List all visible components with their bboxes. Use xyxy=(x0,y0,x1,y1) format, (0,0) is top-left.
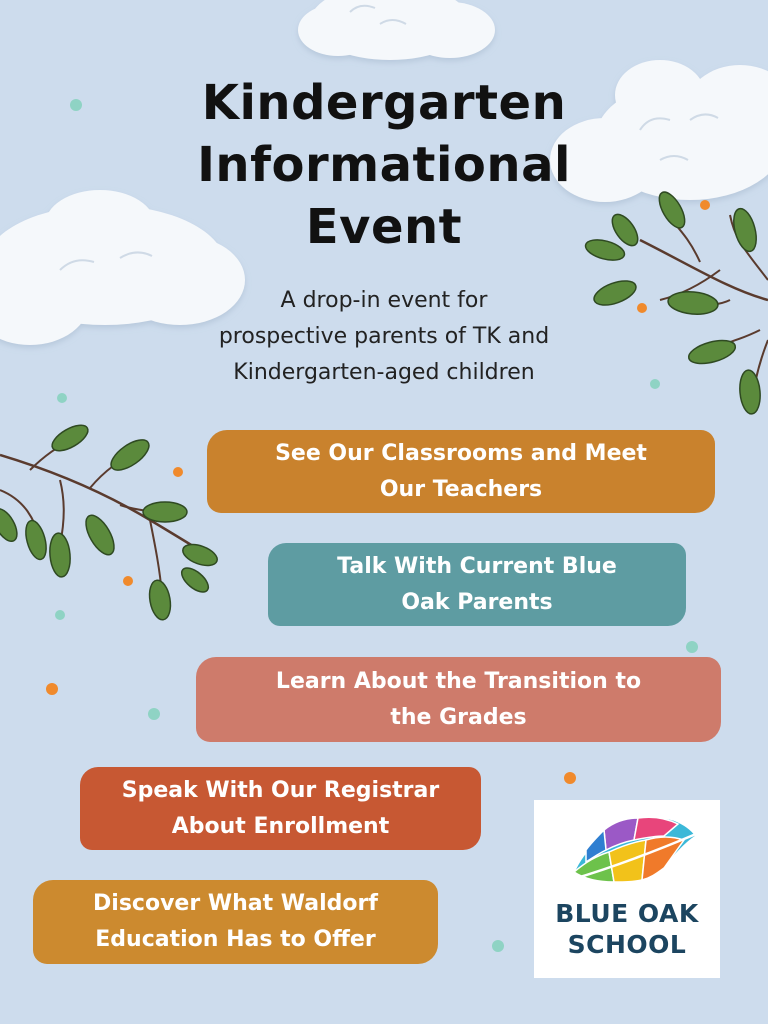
highlight-classrooms xyxy=(207,430,715,513)
poster-title xyxy=(84,72,684,258)
highlight-line: Talk With Current Blue xyxy=(337,553,617,579)
highlight-transition xyxy=(196,657,721,742)
school-name-line-2: SCHOOL xyxy=(567,930,687,959)
title-line-1: Kindergarten xyxy=(201,75,567,131)
highlight-waldorf xyxy=(33,880,438,964)
subtitle-line-2: prospective parents of TK and xyxy=(218,324,550,349)
highlight-line: See Our Classrooms and Meet xyxy=(275,440,647,466)
subtitle-line-3: Kindergarten-aged children xyxy=(233,360,535,385)
title-line-3: Event xyxy=(305,199,463,255)
highlight-line: Oak Parents xyxy=(401,589,553,615)
rainbow-oak-leaf-icon xyxy=(534,800,720,900)
school-name-line-1: BLUE OAK xyxy=(555,899,699,928)
poster-subtitle xyxy=(134,283,634,391)
highlight-line: Discover What Waldorf xyxy=(93,891,378,916)
title-line-2: Informational xyxy=(197,137,571,193)
highlight-line: the Grades xyxy=(390,704,527,730)
highlight-registrar xyxy=(80,767,481,850)
highlight-line: Speak With Our Registrar xyxy=(121,777,440,803)
school-name xyxy=(534,898,720,960)
highlight-line: Our Teachers xyxy=(379,476,543,502)
school-logo xyxy=(534,800,720,978)
cloud-top-icon xyxy=(298,0,495,60)
branch-left-icon xyxy=(0,420,220,621)
subtitle-line-1: A drop-in event for xyxy=(280,288,488,313)
highlight-parents xyxy=(268,543,686,626)
highlight-line: About Enrollment xyxy=(171,813,390,839)
highlight-line: Education Has to Offer xyxy=(95,927,376,952)
highlight-line: Learn About the Transition to xyxy=(275,668,642,694)
